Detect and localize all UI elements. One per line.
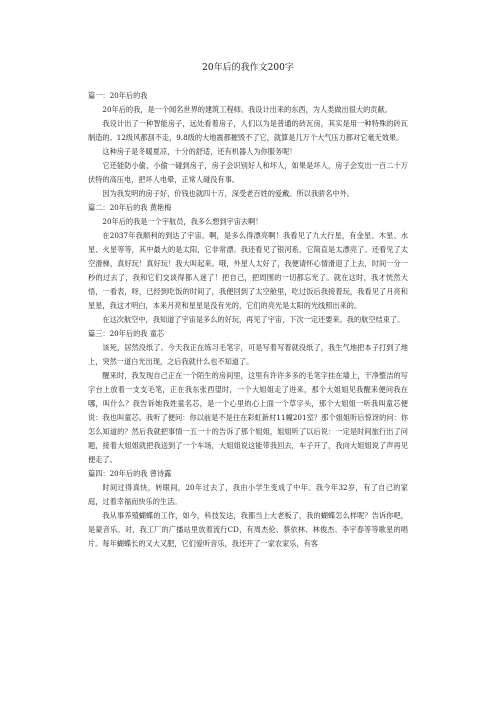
- document-title: 20年后的我作文200字: [202, 63, 294, 73]
- paragraph: 我设计出了一种智能房子，远处看着房子，人们以为是普通的砖瓦房，其实是用一种特殊的砖瓦制造的。12级风都刮不走，9.8级的大地震都摧毁不了它，就算是几万个大气压力都对它毫无效果。: [88, 119, 408, 142]
- section-heading: 篇一：20年后的我: [88, 91, 148, 100]
- paragraph: 时间过得真快，转眼间，20年过去了，我由小学生变成了中年。我今年32岁，有了自己的家庭，过着幸福而快乐的生活。: [88, 483, 408, 506]
- paragraph: 它还能防小偷，小偷一碰到房子，房子会识别好人和坏人，如果是坏人，房子会发出一百二十万伏特的高压电，把坏人电晕，正常人碰没有事。: [88, 161, 408, 184]
- paragraph: 因为我发明的房子好，价钱也就四十万，深受老百姓的爱戴。所以我骄名中外。: [102, 189, 354, 198]
- paragraph: 我从事养殖蝴蝶的工作，如今，科技发达，我都当上大老板了，我的蝴蝶怎么样呢？告诉你吧，是蒙音乐。对，我工厂的广播站里放着流行CD，有周杰伦、蔡依林、林俊杰、李宇春等等歌星的唱片。每年蝴蝶长的又大又肥，它们爱听音乐，我还开了一家农家乐，有客: [88, 511, 408, 548]
- paragraph: 这种房子是冬暖夏凉，十分的舒适，还有机器人为你服务呢！: [102, 147, 297, 156]
- paragraph: 在这次航空中，我知道了宇宙是多么的好玩，再见了宇宙，下次一定还要来。我的航空结束了。: [102, 315, 405, 324]
- paragraph: 20年后的我是一个宇航员，我多么想到宇宙去啊！: [102, 217, 263, 226]
- paragraph: 醒来时，我发现自己正在一个陌生的房间里，这里有许许多多的毛笔字挂在墙上，干净整洁的写字台上放着一支支毛笔，正在我东张西望时，一个大姐姐走了进来，那个大姐姐见我醒来便问我在哪，叫什么？我告诉她我姓童名芯，是一个心里的心上面一个草字头，那个大姐姐一听我叫童芯便说：我也叫童芯。我听了便问：你以前是不是住在彩虹新村11幢201室？那个姐姐听后惊讶的问：你怎么知道的？然后我就把事情一五一十的告诉了那个姐姐，姐姐听了以后说：一定是时间旅行出了问题，接着大姐姐就把我送到了一个车场，大姐姐说这能带我回去，车子开了，我向大姐姐说了声再见便走了。: [88, 371, 408, 464]
- paragraph: 该死，居然没纸了。今天我正在练习毛笔字，可是写着写着就没纸了，我生气地把本子打到了地上，突然一道白光出现，之后我就什么也不知道了。: [88, 343, 408, 366]
- paragraph: 20年后的我，是一个闻名世界的建筑工程师。我设计出来的东西，为人类做出很大的贡献。: [102, 105, 392, 114]
- section-heading: 篇二：20年后的我 黄艳梅: [88, 203, 172, 212]
- section-heading: 篇三：20年后的我 童芯: [88, 329, 165, 338]
- section-heading: 篇四：20年后的我 曾诗露: [88, 469, 172, 478]
- document-body: [88, 89, 408, 551]
- paragraph: 在2037年我顺利的到达了宇宙。啊，是多么得漂亮啊！我看见了九大行星，有金星、木星、水星、火星等等，其中最大的是太阳，它非常漂。我还看见了银河系，它简直是太漂亮了。还看见了太空滑梯，真好玩！真好玩！我大叫起来。哦，外星人太好了，我便请怀心情滑迎了上去，时间一分一秒的过去了，我和它们交谈得都入迷了！把自己，把周围的一切都忘光了。就在这时，我才恍然大悟，一看表，呀，已经到吃饭的时间了，我便回到了太空舱里，吃过饭后我接着玩，我看见了月亮和星星，我这才明白，本来月亮和星星是没有光的，它们的亮光是太阳的光线照出来的。: [88, 231, 408, 310]
